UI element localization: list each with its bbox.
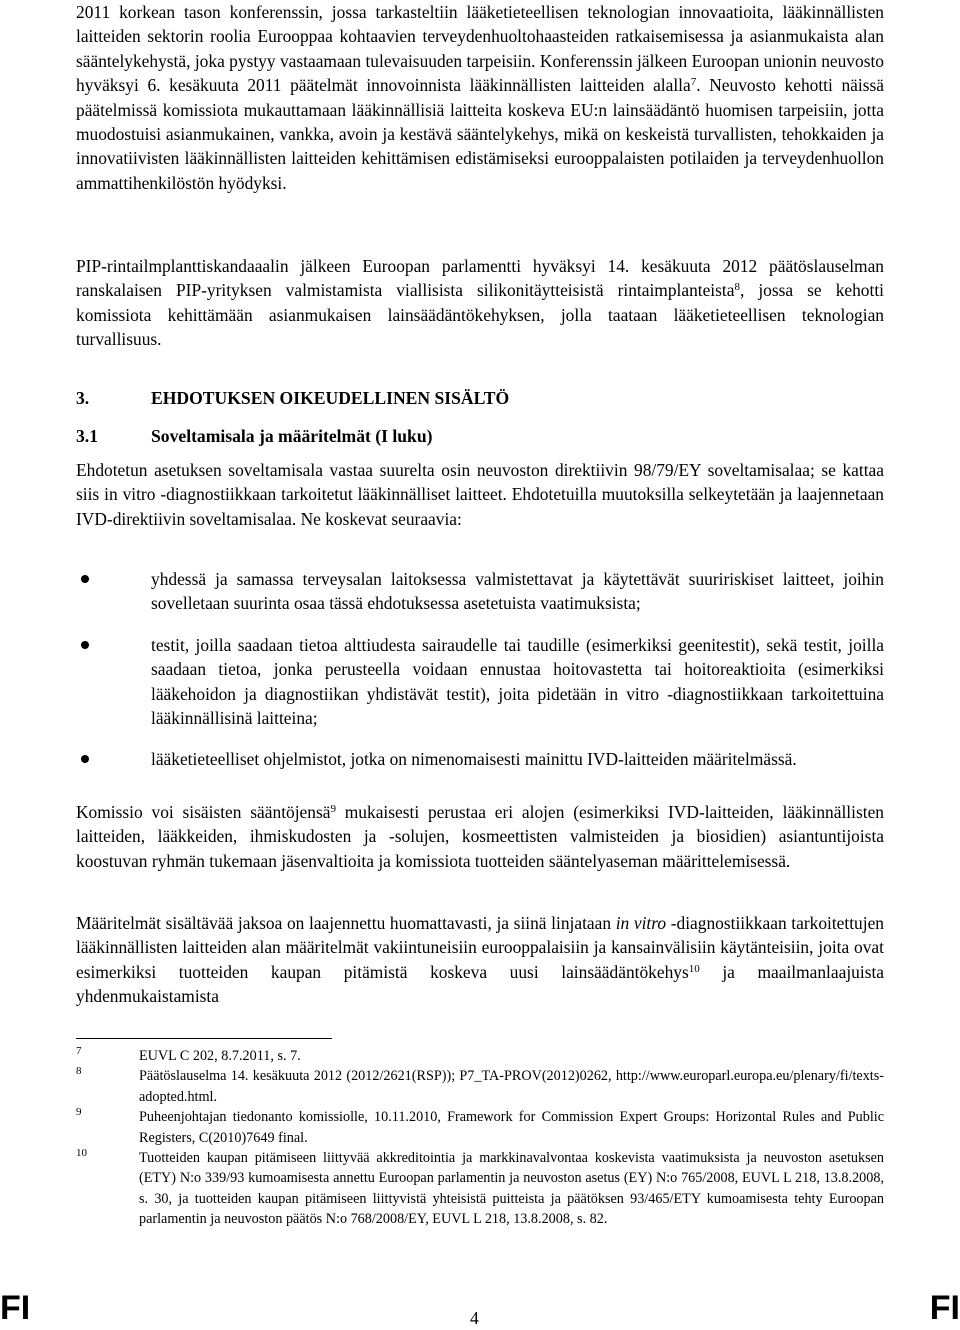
paragraph-5 xyxy=(76,911,884,1009)
footnote-number: 7 xyxy=(76,1045,82,1057)
paragraph-4 xyxy=(76,800,884,873)
footnotes xyxy=(76,1046,884,1230)
paragraph-2 xyxy=(76,254,884,352)
paragraph-2-text-b: , jossa se kehotti komissiota kehittämään asianmukaisen lainsäädäntökehyksen, jolla taataan lääketieteellisen teknologian turvallisuus. xyxy=(76,280,884,350)
footnote-ref-7[interactable]: 7 xyxy=(690,76,697,89)
footnote-text: Puheenjohtajan tiedonanto komissiolle, 10.11.2010, Framework for Commission Expert Groups: Horizontal Rules and Public Registers, C(2010)7649 final. xyxy=(139,1109,884,1146)
paragraph-5-text-a: Määritelmät sisältävää jaksoa on laajennettu huomattavasti, ja siinä linjataan xyxy=(76,913,616,933)
paragraph-4-text-b: mukaisesti perustaa eri alojen (esimerkiksi IVD-laitteiden, lääkinnällisten laitteiden, lääkkeiden, ihmiskudosten ja -solujen, kosmeettisten valmisteiden ja biosidien) asiantuntijoista koostuvan ryhmän tukemaan jäsenvaltioita ja komissiota tuotteiden sääntelyaseman määrittelemisessä. xyxy=(76,802,884,871)
footnote-text: Tuotteiden kaupan pitämiseen liittyvää akkreditointia ja markkinavalvontaa koskevista vaatimuksista ja neuvoston asetuksen (ETY) N:o 339/93 kumoamisesta annettu Euroopan parlamentin ja neuvoston asetus (EY) N:o 765/2008, EUVL L 218, 13.8.2008, s. 30, ja tuotteiden kaupan pitämiseen liittyvistä yhteisistä puitteista ja päätöksen 93/465/ETY kumoamisesta tehty Euroopan parlamentin ja neuvoston päätös N:o 768/2008/EY, EUVL L 218, 13.8.2008, s. 82. xyxy=(139,1150,884,1228)
paragraph-2-text-a: PIP-rintailmplanttiskandaaalin jälkeen Euroopan parlamentti hyväksyi 14. kesäkuuta 2012 päätöslauselman ranskalaisen PIP-yrityksen valmistamista viallisista silikonitäytteisistä rintaimplanteista xyxy=(76,256,884,301)
footnote-ref-9[interactable]: 9 xyxy=(330,803,336,815)
footnote-ref-8[interactable]: 8 xyxy=(734,281,740,294)
paragraph-4-text-a: Komissio voi sisäisten sääntöjensä xyxy=(76,802,331,822)
paragraph-5-italic: in vitro xyxy=(615,913,667,933)
footer-language-left: FI xyxy=(0,1289,31,1327)
section-3-1-heading xyxy=(76,424,432,448)
footer-language-right: FI xyxy=(929,1289,960,1327)
paragraph-1-text-a: 2011 korkean tason konferenssin, jossa tarkasteltiin lääketieteellisen teknologian innovaatioita, lääkinnällisten laitteiden sektorin roolia Eurooppaa kohtaavien terveydenhuoltohaasteiden ratkaisemisessa ja asianmukaista alan sääntelykehystä, joka pystyy vastaamaan tulevaisuuden tarpeisiin. Konferenssin jälkeen Euroopan unionin neuvosto hyväksyi 6. kesäkuuta 2011 päätelmät innovoinnista lääkinnällisten laitteiden alalla xyxy=(76,2,884,96)
footnote-separator xyxy=(76,1038,332,1039)
bullet-dot-icon xyxy=(81,755,89,763)
footnote-text: EUVL C 202, 8.7.2011, s. 7. xyxy=(139,1048,301,1064)
bullet-text: yhdessä ja samassa terveysalan laitoksessa valmistettavat ja käytettävät suuririskiset laitteet, joihin sovelletaan suurinta osaa tässä ehdotuksessa asetetuista vaatimuksista; xyxy=(151,569,884,614)
bullet-item xyxy=(76,567,884,616)
footnote-9 xyxy=(76,1107,884,1148)
footnote-number: 8 xyxy=(76,1065,82,1078)
bullet-dot-icon xyxy=(81,575,89,583)
bullet-item xyxy=(76,747,884,771)
section-3-heading xyxy=(76,386,509,410)
footnote-ref-10[interactable]: 10 xyxy=(688,962,700,975)
bullet-text: testit, joilla saadaan tietoa alttiudesta sairaudelle tai taudille (esimerkiksi geenitestit), sekä testit, joilla saadaan tietoa, jonka perusteella voidaan ennustaa hoitovastetta tai hoitoreaktioita (esimerkiksi lääkehoidon ja diagnostiikan yhdistävät testit), joita pidetään in vitro -diagnostiikkaan tarkoitettuina lääkinnällisinä laitteina; xyxy=(151,634,884,729)
paragraph-5-text-b: -diagnostiikkaan tarkoitettujen lääkinnällisten laitteiden alan määritelmät vakiintuneisiin eurooppalaisiin ja kansainvälisiin käytänteisiin, joita ovat esimerkiksi tuotteiden kaupan pitämistä koskeva uusi lainsäädäntökehys xyxy=(76,913,885,982)
footnote-text: Päätöslauselma 14. kesäkuuta 2012 (2012/2621(RSP)); P7_TA-PROV(2012)0262, http://www.europarl.europa.eu/plenary/fi/texts-adopted.html. xyxy=(139,1068,884,1105)
footnote-10 xyxy=(76,1148,884,1230)
section-3-number: 3. xyxy=(76,388,90,408)
footnote-8 xyxy=(76,1066,884,1107)
bullet-item xyxy=(76,633,884,731)
paragraph-1 xyxy=(76,0,884,195)
footnote-number: 9 xyxy=(76,1106,82,1119)
section-3-1-title: Soveltamisala ja määritelmät (I luku) xyxy=(151,426,433,446)
bullet-text: lääketieteelliset ohjelmistot, jotka on nimenomaisesti mainittu IVD-laitteiden määritelmässä. xyxy=(151,749,797,770)
bullet-dot-icon xyxy=(81,641,89,649)
paragraph-3: Ehdotetun asetuksen soveltamisala vastaa suurelta osin neuvoston direktiivin 98/79/EY soveltamisalaa; se kattaa siis in vitro -diagnostiikkaan tarkoitetut lääkinnälliset laitteet. Ehdotetuilla muutoksilla selkeytetään ja laajennetaan IVD-direktiivin soveltamisalaa. Ne koskevat seuraavia: xyxy=(76,460,884,529)
footnote-7 xyxy=(76,1046,884,1066)
section-3-title: EHDOTUKSEN OIKEUDELLINEN SISÄLTÖ xyxy=(151,388,510,408)
page-number: 4 xyxy=(470,1308,479,1328)
paragraph-1-text-b: . Neuvosto kehotti näissä päätelmissä komissiota mukauttamaan lääkinnällisiä laitteita koskeva EU:n lainsäädäntö huomisen tarpeisiin, jotta muodostuisi asianmukainen, vankka, avoin ja kestävä sääntelykehys, mikä on keskeistä turvallisten, tehokkaiden ja innovatiivisten lääkinnällisten laitteiden kehittämisen edistämiseksi eurooppalaisten potilaiden ja terveydenhuollon ammattihenkilöstön hyödyksi. xyxy=(76,75,884,193)
bullet-list xyxy=(76,567,884,789)
section-3-1-number: 3.1 xyxy=(76,426,98,446)
paragraph-5-text-c: ja maailmanlaajuista yhdenmukaistamista xyxy=(76,961,885,1007)
footnote-number: 10 xyxy=(76,1147,87,1160)
